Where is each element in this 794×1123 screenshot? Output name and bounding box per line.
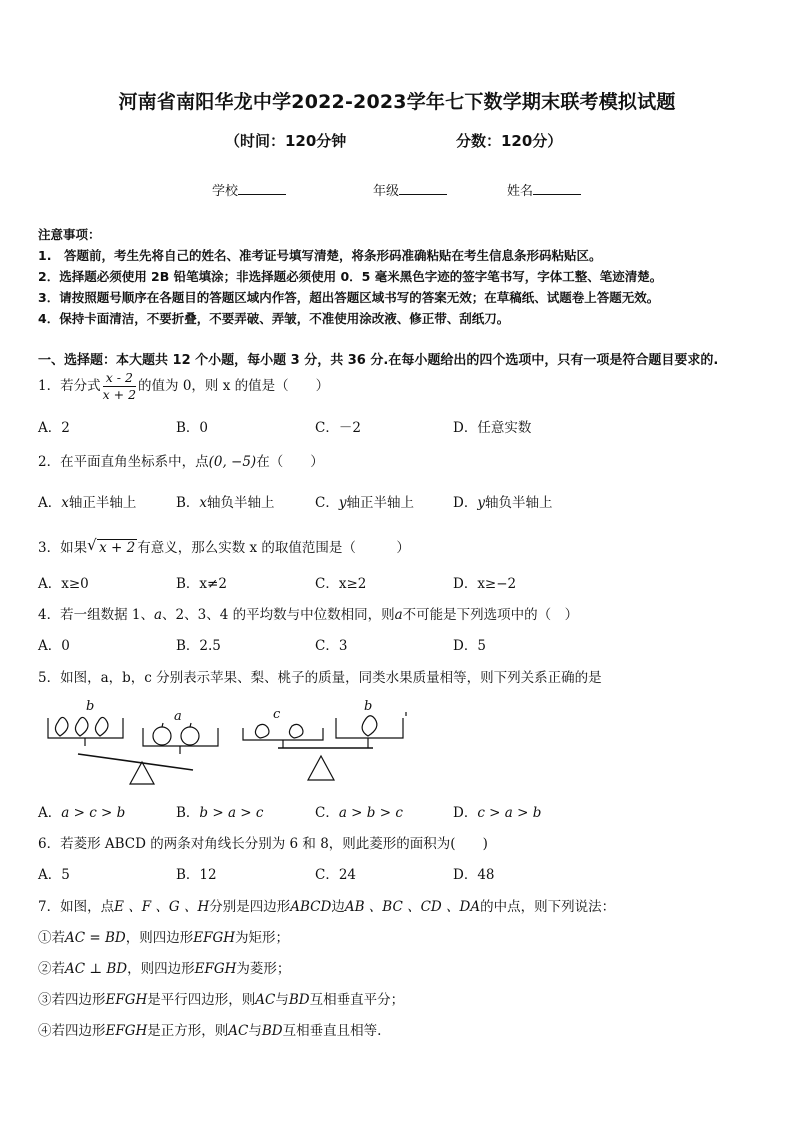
q6-option-a[interactable]: A．5 <box>38 867 70 883</box>
q5-option-d[interactable]: D．c > a > b <box>453 805 542 821</box>
balance-figure <box>38 698 418 788</box>
q3-option-c[interactable]: C．x≥2 <box>315 576 367 592</box>
q4-option-d[interactable]: D．5 <box>453 638 486 654</box>
note-item: 3．请按照题号顺序在各题目的答题区域内作答，超出答题区域书写的答案无效；在草稿纸、试题卷上答题无效。 <box>38 290 660 305</box>
question-6: 6．若菱形 ABCD 的两条对角线长分别为 6 和 8，则此菱形的面积为( ) <box>38 836 488 852</box>
square-root: √ x + 2 <box>87 536 136 556</box>
question-7: 7．如图，点E 、F 、G 、H分别是四边形ABCD边AB 、BC 、CD 、DA的中点，则下列说法： <box>38 899 616 915</box>
question-3: 3．如果 √ x + 2 有意义，那么实数 x 的取值范围是（ ） <box>38 536 410 556</box>
q3-option-a[interactable]: A．x≥0 <box>38 576 89 592</box>
point-coordinate: (0, −5) <box>208 454 257 470</box>
school-field: 学校 <box>212 180 286 199</box>
q6-option-d[interactable]: D．48 <box>453 867 495 883</box>
note-item: 2．选择题必须使用 2B 铅笔填涂；非选择题必须使用 0．5 毫米黑色字迹的签字笔书写，字体工整、笔迹清楚。 <box>38 269 663 284</box>
name-blank[interactable] <box>533 182 581 195</box>
note-item: 4．保持卡面清洁，不要折叠，不要弄破、弄皱，不准使用涂改液、修正带、刮纸刀。 <box>38 311 510 326</box>
grade-field: 年级 <box>373 180 447 199</box>
q1-option-d[interactable]: D．任意实数 <box>453 420 532 436</box>
peach-icon <box>255 724 269 738</box>
question-4: 4．若一组数据 1、a、2、3、4 的平均数与中位数相同，则a不可能是下列选项中的（ ） <box>38 607 579 623</box>
q1-option-a[interactable]: A．2 <box>38 420 70 436</box>
peach-icon <box>289 724 303 738</box>
q2-option-d[interactable]: D．y轴负半轴上 <box>453 495 553 511</box>
question-2: 2．在平面直角坐标系中，点(0, −5)在（ ） <box>38 454 324 470</box>
exam-score: 分数：120分） <box>456 132 563 150</box>
q3-option-d[interactable]: D．x≥−2 <box>453 576 517 592</box>
label-c: c <box>273 707 281 722</box>
pear-icon <box>75 717 88 736</box>
q5-option-c[interactable]: C．a > b > c <box>315 805 403 821</box>
q4-option-c[interactable]: C．3 <box>315 638 348 654</box>
label-b: b <box>364 699 373 714</box>
notes-block <box>38 224 662 329</box>
apple-icon <box>153 727 171 745</box>
apple-icon <box>181 727 199 745</box>
note-item: 1. 答题前，考生先将自己的姓名、准考证号填写清楚，将条形码准确粘贴在考生信息条形码粘贴区。 <box>38 248 602 263</box>
q5-option-b[interactable]: B．b > a > c <box>176 805 264 821</box>
pear-icon <box>362 716 377 736</box>
label-b: b <box>86 699 95 714</box>
q1-option-c[interactable]: C．－2 <box>315 420 361 436</box>
question-1: 1．若分式 $\frac{x - 2}{x + 2}$ 的值为 0，则 x 的值是（ ） <box>38 370 330 402</box>
left-pan-2 <box>243 728 323 740</box>
pear-icon <box>95 717 108 736</box>
school-blank[interactable] <box>238 182 286 195</box>
exam-time: （时间：120分钟 <box>225 132 347 150</box>
q2-option-b[interactable]: B．x轴负半轴上 <box>176 495 275 511</box>
q7-statement-2: ②若AC ⊥ BD，则四边形EFGH为菱形； <box>38 961 291 977</box>
grade-blank[interactable] <box>399 182 447 195</box>
pear-icon <box>55 717 68 736</box>
q7-statement-3: ③若四边形EFGH是平行四边形，则AC与BD互相垂直平分； <box>38 992 405 1008</box>
q7-statement-4: ④若四边形EFGH是正方形，则AC与BD互相垂直且相等. <box>38 1023 382 1039</box>
q3-option-b[interactable]: B．x≠2 <box>176 576 227 592</box>
right-balance <box>243 712 406 780</box>
left-balance <box>48 717 218 784</box>
q6-option-b[interactable]: B．12 <box>176 867 217 883</box>
q1-option-b[interactable]: B．0 <box>176 420 209 436</box>
q2-option-c[interactable]: C．y轴正半轴上 <box>315 495 414 511</box>
section-heading: 一、选择题：本大题共 12 个小题，每小题 3 分，共 36 分.在每小题给出的四个选项中，只有一项是符合题目要求的. <box>38 353 719 368</box>
exam-title: 河南省南阳华龙中学2022-2023学年七下数学期末联考模拟试题 <box>118 91 676 113</box>
notes-heading: 注意事项： <box>38 227 101 242</box>
q2-option-a[interactable]: A．x轴正半轴上 <box>38 495 137 511</box>
q4-option-a[interactable]: A．0 <box>38 638 70 654</box>
q7-statement-1: ①若AC = BD，则四边形EFGH为矩形； <box>38 930 289 946</box>
label-a: a <box>174 709 182 724</box>
q6-option-c[interactable]: C．24 <box>315 867 357 883</box>
fraction: $\frac{x - 2}{x + 2}$ <box>102 370 137 402</box>
q4-option-b[interactable]: B．2.5 <box>176 638 221 654</box>
q5-option-a[interactable]: A．a > c > b <box>38 805 126 821</box>
question-5: 5．如图，a，b，c 分别表示苹果、梨、桃子的质量，同类水果质量相等，则下列关系正确的是 <box>38 670 602 686</box>
name-field: 姓名 <box>507 180 581 199</box>
